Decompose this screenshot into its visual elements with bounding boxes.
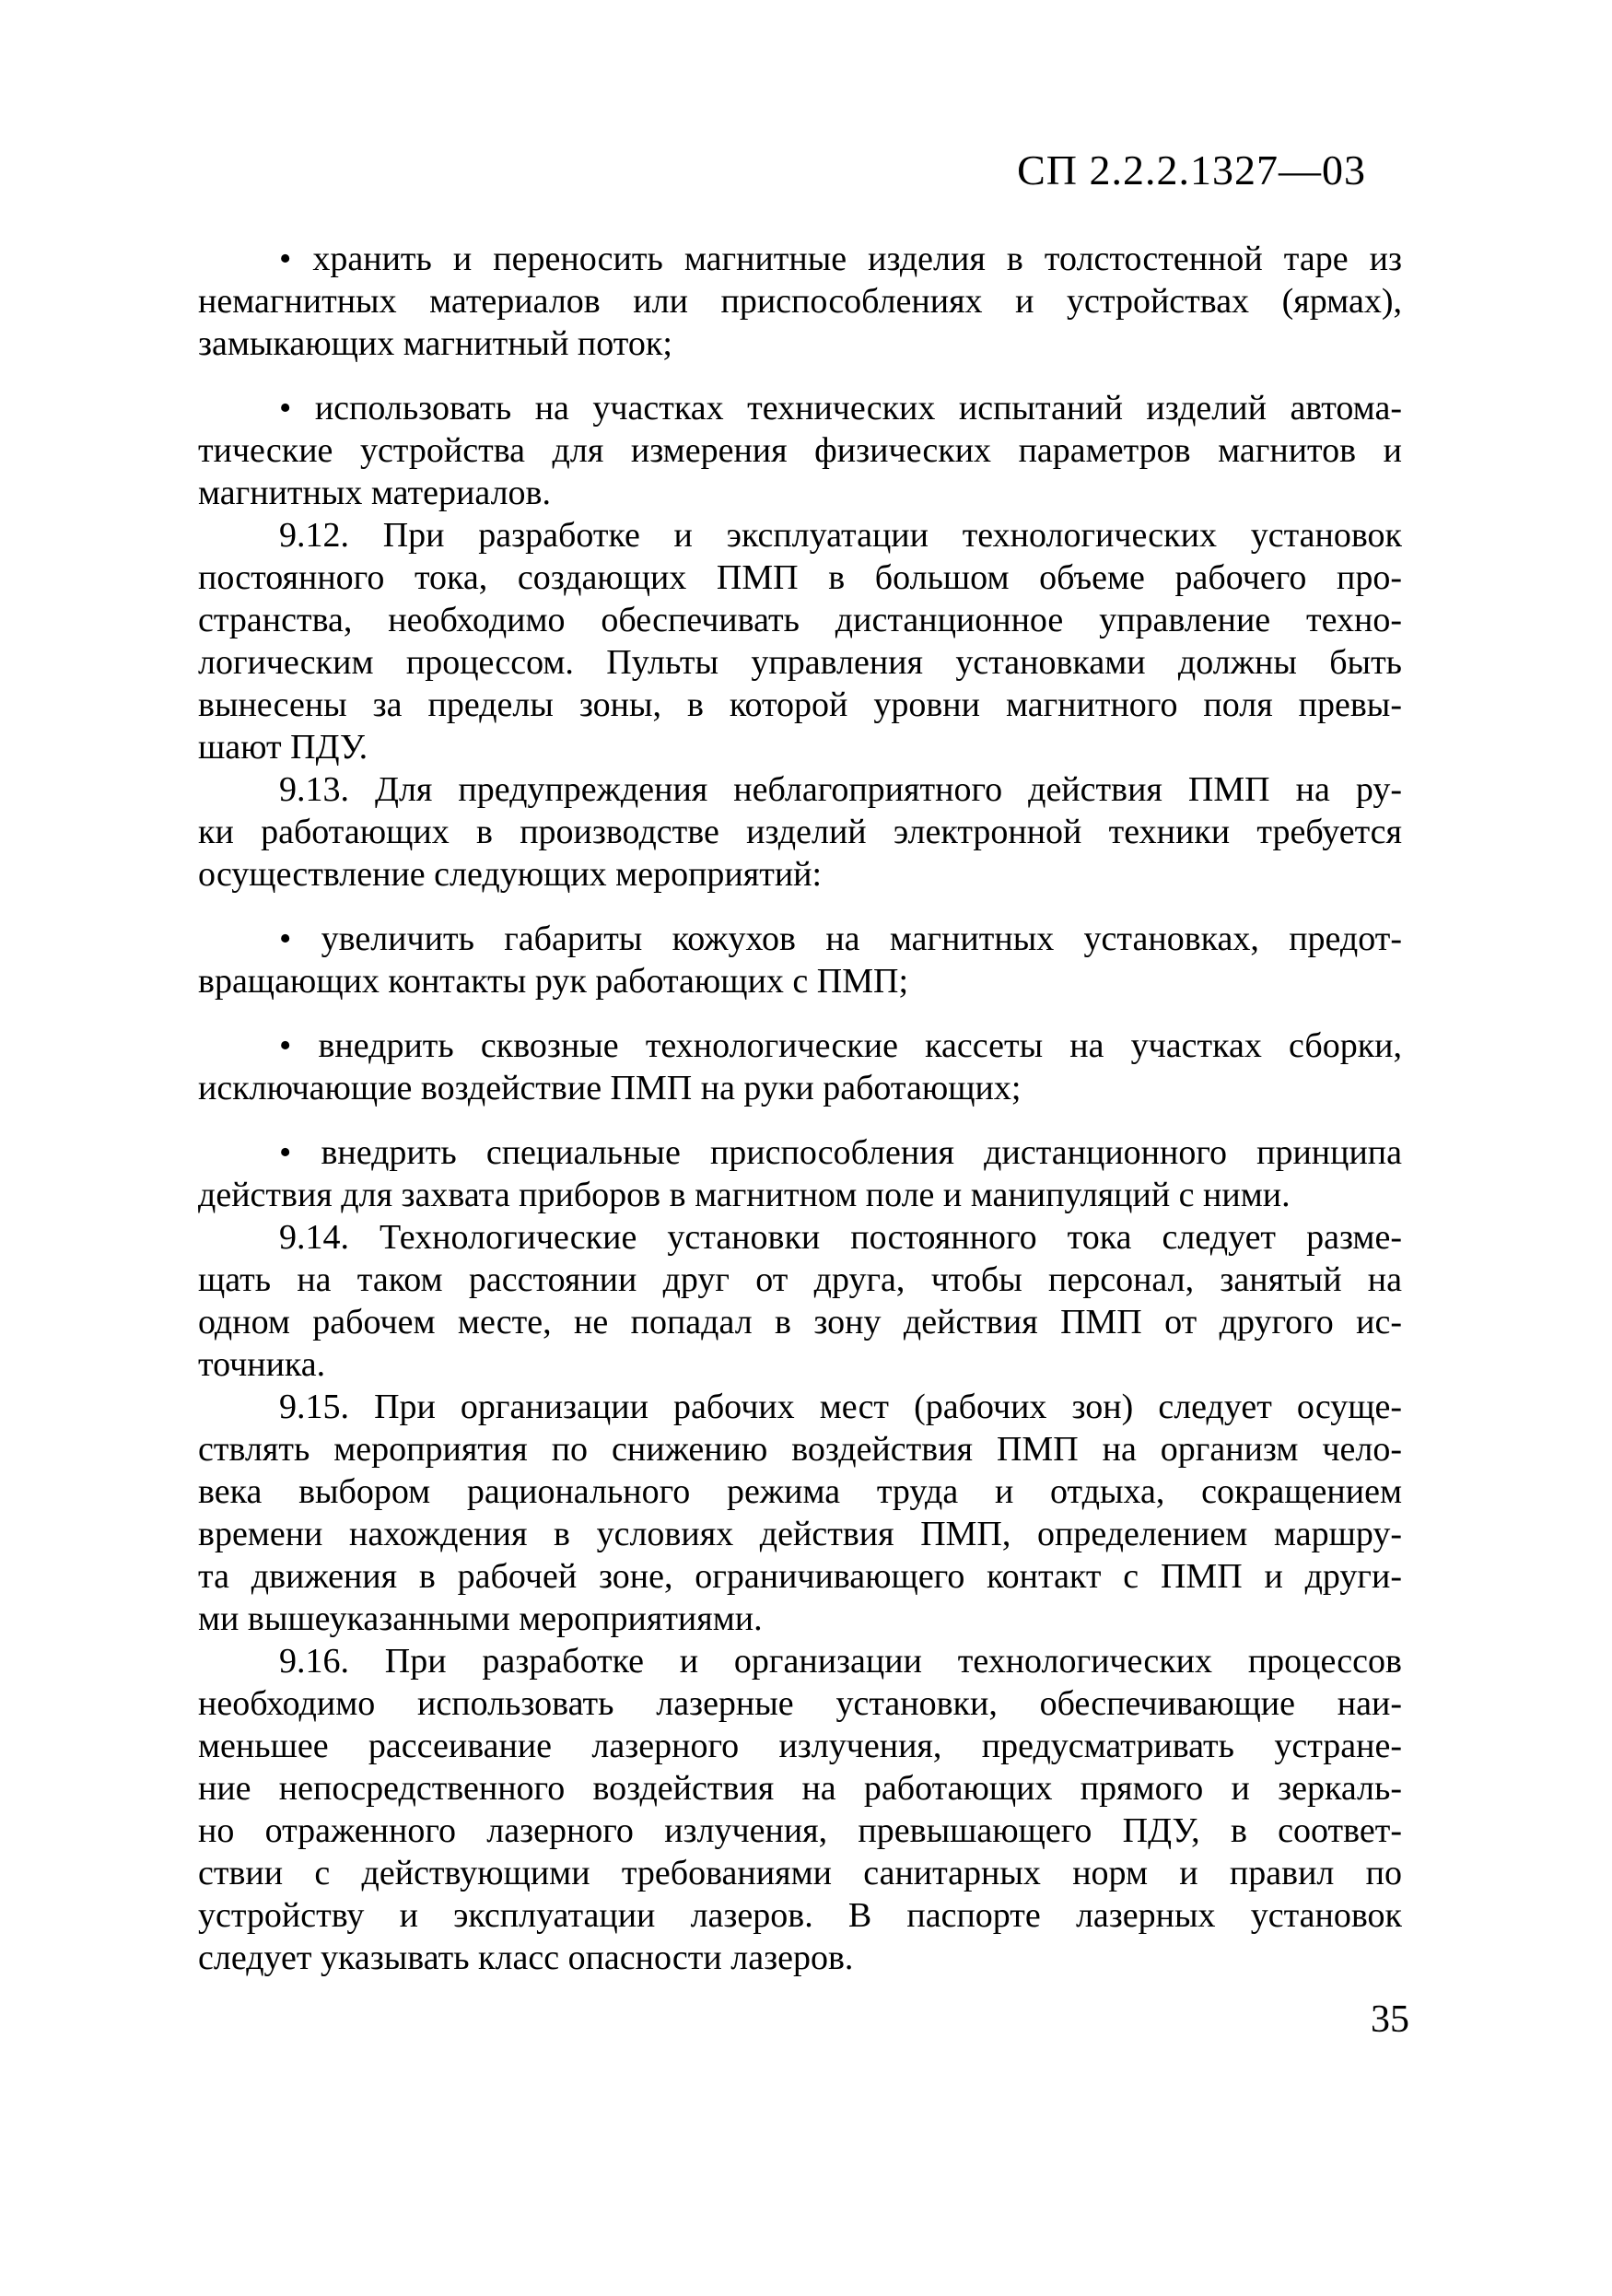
text-line: ми вышеуказанными мероприятиями. <box>198 1599 763 1638</box>
text-line: 9.13. Для предупреждения неблагоприятного действия ПМП на ру- <box>279 770 1402 809</box>
text-line: • использовать на участках технических испытаний изделий автома- <box>279 389 1402 428</box>
bullet-paragraph <box>198 1131 1402 1216</box>
text-line: • хранить и переносить магнитные изделия в толстостенной таре из <box>279 240 1402 278</box>
text-line: • внедрить сквозные технологические кассеты на участках сборки, <box>279 1026 1402 1065</box>
text-line: ствии с действующими требованиями санитарных норм и правил по <box>198 1854 1402 1892</box>
text-line: 9.12. При разработке и эксплуатации технологических установок <box>279 516 1402 555</box>
page-number: 35 <box>1371 1998 1409 2041</box>
numbered-paragraph <box>198 768 1402 896</box>
numbered-paragraph <box>198 1216 1402 1386</box>
text-line: меньшее рассеивание лазерного излучения, предусматривать устране- <box>198 1727 1402 1765</box>
text-line: исключающие воздействие ПМП на руки работающих; <box>198 1069 1022 1107</box>
text-line: 9.14. Технологические установки постоянного тока следует разме- <box>279 1218 1402 1257</box>
bullet-paragraph <box>198 1025 1402 1109</box>
document-body <box>198 238 1402 1979</box>
text-line: ствлять мероприятия по снижению воздействия ПМП на организм чело- <box>198 1430 1402 1469</box>
text-line: следует указывать класс опасности лазеров. <box>198 1939 854 1977</box>
numbered-paragraph <box>198 514 1402 768</box>
text-line: времени нахождения в условиях действия ПМП, определением маршру- <box>198 1515 1402 1553</box>
text-line: одном рабочем месте, не попадал в зону действия ПМП от другого ис- <box>198 1303 1402 1341</box>
text-line: 9.15. При организации рабочих мест (рабочих зон) следует осуще- <box>279 1388 1402 1426</box>
text-line: века выбором рационального режима труда и отдыха, сокращением <box>198 1472 1402 1511</box>
text-line: ки работающих в производстве изделий электронной техники требуется <box>198 813 1402 851</box>
text-line: вынесены за пределы зоны, в которой уровни магнитного поля превы- <box>198 685 1402 724</box>
text-line: точника. <box>198 1345 326 1384</box>
text-line: устройству и эксплуатации лазеров. В паспорте лазерных установок <box>198 1896 1402 1935</box>
bullet-paragraph <box>198 918 1402 1002</box>
text-line: магнитных материалов. <box>198 474 551 512</box>
text-line: та движения в рабочей зоне, ограничивающего контакт с ПМП и други- <box>198 1557 1402 1596</box>
text-line: шают ПДУ. <box>198 728 368 767</box>
document-footer <box>198 1997 1409 2042</box>
text-line: вращающих контакты рук работающих с ПМП; <box>198 962 909 1001</box>
numbered-paragraph <box>198 1386 1402 1640</box>
text-line: 9.16. При разработке и организации технологических процессов <box>279 1642 1402 1681</box>
text-line: • увеличить габариты кожухов на магнитных установках, предот- <box>279 920 1402 958</box>
text-line: логическим процессом. Пульты управления установками должны быть <box>198 643 1402 682</box>
text-line: осуществление следующих мероприятий: <box>198 855 823 894</box>
text-line: странства, необходимо обеспечивать дистанционное управление техно- <box>198 601 1402 639</box>
text-line: замыкающих магнитный поток; <box>198 324 672 363</box>
text-line: немагнитных материалов или приспособлениях и устройствах (ярмах), <box>198 282 1402 321</box>
text-line: необходимо использовать лазерные установки, обеспечивающие наи- <box>198 1684 1402 1723</box>
bullet-paragraph <box>198 238 1402 365</box>
text-line: тические устройства для измерения физических параметров магнитов и <box>198 431 1402 470</box>
text-line: постоянного тока, создающих ПМП в большом объеме рабочего про- <box>198 558 1402 597</box>
numbered-paragraph <box>198 1640 1402 1979</box>
document-header <box>198 146 1366 194</box>
text-line: • внедрить специальные приспособления дистанционного принципа <box>279 1133 1402 1172</box>
text-line: щать на таком расстоянии друг от друга, чтобы персонал, занятый на <box>198 1260 1402 1299</box>
text-line: ние непосредственного воздействия на работающих прямого и зеркаль- <box>198 1769 1402 1808</box>
bullet-paragraph <box>198 387 1402 514</box>
text-line: но отраженного лазерного излучения, превышающего ПДУ, в соответ- <box>198 1811 1402 1850</box>
doc-code: СП 2.2.2.1327—03 <box>1017 146 1366 193</box>
text-line: действия для захвата приборов в магнитном поле и манипуляций с ними. <box>198 1176 1291 1214</box>
